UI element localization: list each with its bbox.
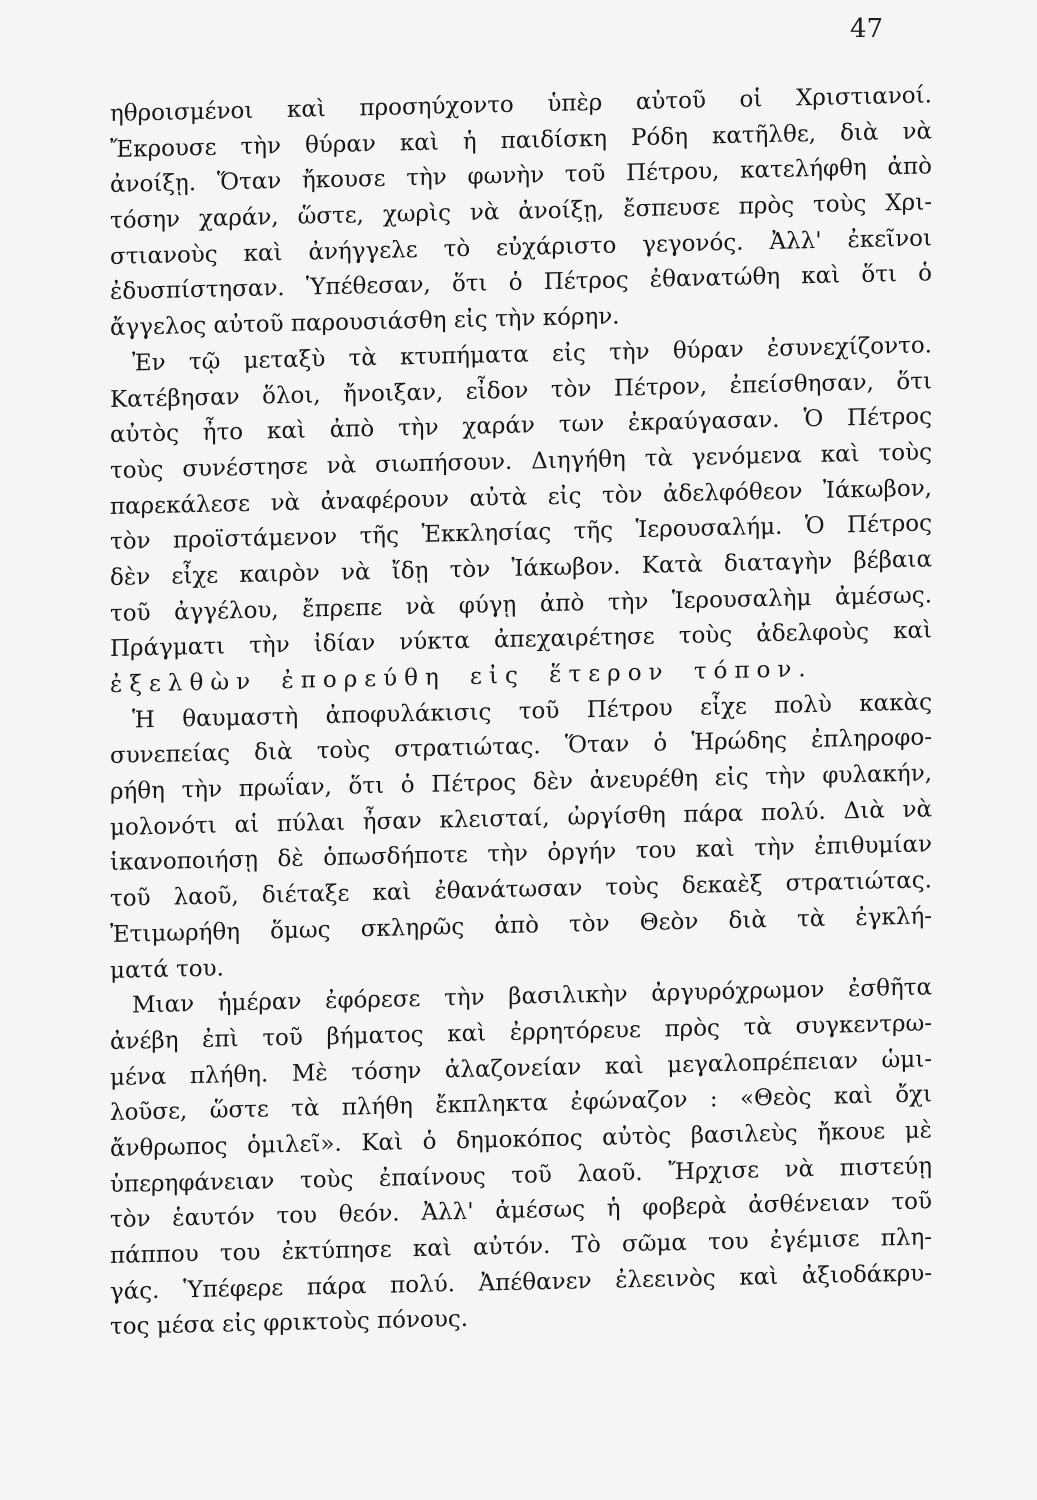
text-line: τόσην χαράν, ὥστε, χωρὶς νὰ ἀνοίξῃ, ἔσπευσε πρὸς τοὺς Χρι-: [110, 189, 932, 235]
text-line: παρεκάλεσε νὰ ἀναφέρουν αὐτὰ εἰς τὸν ἀδελφόθεον Ἰάκωβον,: [110, 474, 932, 520]
text-line: Ἔκρουσε τὴν θύραν καὶ ἡ παιδίσκη Ρόδη κατῆλθε, διὰ νὰ: [110, 118, 932, 163]
text-line: μολονότι αἱ πύλαι ἦσαν κλεισταί, ὠργίσθη πάρα πολύ. Διὰ νὰ: [110, 796, 932, 841]
text-line: Ἡ θαυμαστὴ ἀποφυλάκισις τοῦ Πέτρου εἶχε πολὺ κακὰς: [132, 689, 932, 734]
text-line: ἱκανοποιήσῃ δὲ ὁπωσδήποτε τὴν ὀργήν του καὶ τὴν ἐπιθυμίαν: [110, 831, 932, 877]
text-line: τοῦ λαοῦ, διέταξε καὶ ἐθανάτωσαν τοὺς δεκαὲξ στρατιώτας.: [110, 867, 932, 913]
text-line: ἀνέβη ἐπὶ τοῦ βήματος καὶ ἐρρητόρευε πρὸς τὰ συγκεντρω-: [110, 1010, 932, 1055]
page-number: 47: [850, 14, 884, 44]
text-line: τοῦ ἀγγέλου, ἔπρεπε νὰ φύγῃ ἀπὸ τὴν Ἱερουσαλὴμ ἀμέσως.: [110, 581, 932, 627]
paragraph-1: [110, 78, 932, 346]
text-line: συνεπείας διὰ τοὺς στρατιώτας. Ὅταν ὁ Ἡρώδης ἐπληροφο-: [110, 724, 932, 770]
text-line: λοῦσε, ὥστε τὰ πλήθη ἔκπληκτα ἐφώναζον : «Θεὸς καὶ ὄχι: [110, 1081, 932, 1127]
text-line: τὸν ἑαυτόν του θεόν. Ἀλλ' ἀμέσως ἡ φοβερὰ ἀσθένειαν τοῦ: [110, 1188, 932, 1234]
text-line: ηθροισμένοι καὶ προσηύχοντο ὑπὲρ αὐτοῦ οἱ Χριστιανοί.: [110, 82, 932, 127]
paragraph-2: [110, 328, 932, 704]
text-line: ὑπερηφάνειαν τοὺς ἐπαίνους τοῦ λαοῦ. Ἤρχισε νὰ πιστεύῃ: [110, 1152, 932, 1198]
text-line: ματά του.: [110, 954, 224, 984]
text-line: μένα πλήθη. Μὲ τόσην ἀλαζονείαν καὶ μεγαλοπρέπειαν ὡμι-: [110, 1045, 932, 1091]
text-line: τοὺς συνέστησε νὰ σιωπήσουν. Διηγήθη τὰ γενόμενα καὶ τοὺς: [110, 439, 932, 484]
text-line: ἄγγελος αὐτοῦ παρουσιάσθη εἰς τὴν κόρην.: [110, 303, 620, 342]
text-line: τος μέσα εἰς φρικτοὺς πόνους.: [110, 1306, 469, 1341]
text-line: Κατέβησαν ὅλοι, ἤνοιξαν, εἶδον τὸν Πέτρον, ἐπείσθησαν, ὅτι: [110, 367, 932, 413]
text-line: γάς. Ὑπέφερε πάρα πολύ. Ἀπέθανεν ἐλεεινὸς καὶ ἀξιοδάκρυ-: [110, 1260, 932, 1305]
text-line: δὲν εἶχε καιρὸν νὰ ἴδῃ τὸν Ἰάκωβον. Κατὰ διαταγὴν βέβαια: [110, 546, 932, 591]
text-line: Πράγματι τὴν ἰδίαν νύκτα ἀπεχαιρέτησε τοὺς ἀδελφοὺς καὶ: [110, 617, 932, 663]
text-line: τὸν προϊστάμενον τῆς Ἐκκλησίας τῆς Ἱερουσαλήμ. Ὁ Πέτρος: [110, 510, 932, 556]
text-line: ἐδυσπίστησαν. Ὑπέθεσαν, ὅτι ὁ Πέτρος ἐθανατώθη καὶ ὅτι ὁ: [110, 260, 932, 306]
text-line: πάππου του ἐκτύπησε καὶ αὐτόν. Τὸ σῶμα του ἐγέμισε πλη-: [110, 1224, 932, 1269]
text-line: Μιαν ἡμέραν ἐφόρεσε τὴν βασιλικὴν ἀργυρόχρωμον ἐσθῆτα: [132, 974, 932, 1019]
text-line: στιανοὺς καὶ ἀνήγγελε τὸ εὐχάριστο γεγονός. Ἀλλ' ἐκεῖνοι: [110, 225, 932, 270]
paragraph-4: [110, 971, 932, 1347]
text-line: αὐτὸς ἦτο καὶ ἀπὸ τὴν χαράν των ἐκραύγασαν. Ὁ Πέτρος: [110, 403, 932, 449]
text-line: ἀνοίξῃ. Ὅταν ἤκουσε τὴν φωνὴν τοῦ Πέτρου, κατελήφθη ἀπὸ: [110, 153, 932, 199]
page-text: [110, 78, 932, 1346]
text-line: Ἐτιμωρήθη ὅμως σκληρῶς ἀπὸ τὸν Θεὸν διὰ τὰ ἐγκλή-: [110, 903, 932, 948]
text-line: ἄνθρωπος ὁμιλεῖ». Καὶ ὁ δημοκόπος αὐτὸς βασιλεὺς ἤκουε μὲ: [110, 1117, 932, 1162]
text-line: ρήθη τὴν πρωΐαν, ὅτι ὁ Πέτρος δὲν ἀνευρέθη εἰς τὴν φυλακήν,: [110, 760, 932, 806]
spaced-emphasis-line: ἐξελθὼν ἐπορεύθη εἰς ἕτερον τόπον.: [110, 656, 813, 698]
text-line: Ἐν τῷ μεταξὺ τὰ κτυπήματα εἰς τὴν θύραν ἐσυνεχίζοντο.: [132, 332, 932, 377]
paragraph-3: [110, 685, 932, 989]
